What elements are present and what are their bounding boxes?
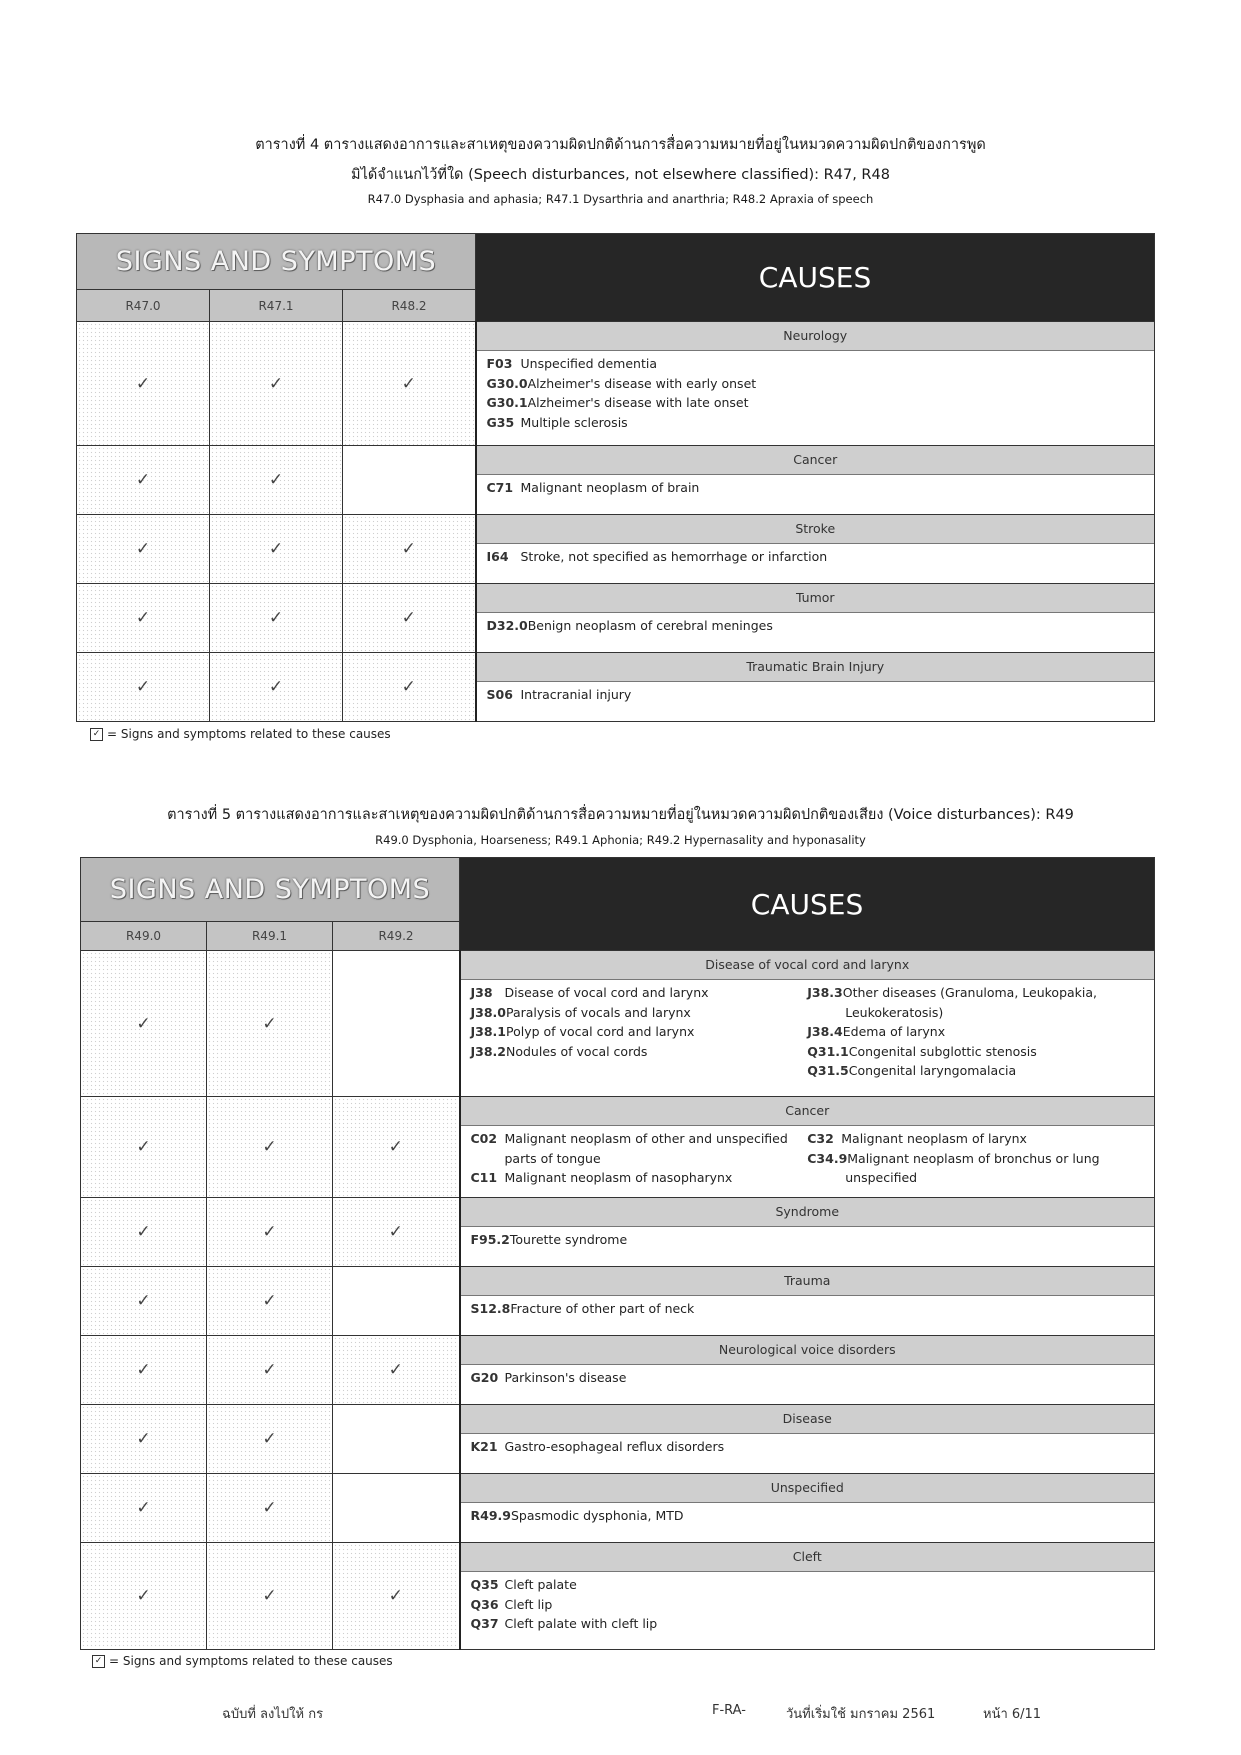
cause-list <box>477 544 1155 571</box>
cause-code: G30.0 <box>486 375 528 391</box>
legend-text: = Signs and symptoms related to these causes <box>109 1654 393 1668</box>
table-row <box>81 1474 1155 1543</box>
check-mark: ✓ <box>81 1543 207 1650</box>
cause-item <box>807 1022 1144 1042</box>
category-label: Disease <box>461 1405 1155 1434</box>
causes-cell <box>460 1405 1155 1474</box>
empty-cell <box>333 951 460 1097</box>
cause-item <box>471 1042 808 1062</box>
check-mark: ✓ <box>77 322 210 446</box>
cause-list <box>461 1365 1155 1392</box>
cause-text: Edema of larynx <box>842 1024 946 1039</box>
cause-text-continued: parts of tongue <box>504 1150 601 1166</box>
cause-code: J38.2 <box>470 1043 506 1059</box>
cause-item <box>471 1614 1145 1634</box>
cause-code: S12.8 <box>470 1301 511 1316</box>
cause-item <box>471 1129 808 1149</box>
cause-text: Alzheimer's disease with early onset <box>527 375 757 391</box>
check-mark: ✓ <box>210 653 343 722</box>
table4-subtitle: R47.0 Dysphasia and aphasia; R47.1 Dysarthria and anarthria; R48.2 Apraxia of speech <box>367 192 874 206</box>
code-header: R47.1 <box>210 290 343 322</box>
cause-text: Other diseases (Granuloma, Leukopakia, <box>842 985 1098 1000</box>
category-label: Unspecified <box>461 1474 1155 1503</box>
cause-text-continued: Leukokeratosis) <box>845 1004 944 1020</box>
cause-list <box>461 1126 1155 1192</box>
causes-cell <box>460 1474 1155 1543</box>
check-mark: ✓ <box>81 1267 207 1336</box>
cause-item <box>487 685 1145 705</box>
check-mark: ✓ <box>210 515 343 584</box>
signs-symptoms-header: SIGNS AND SYMPTOMS <box>77 234 476 290</box>
check-mark: ✓ <box>77 653 210 722</box>
cause-list <box>461 1227 1155 1254</box>
table-row <box>81 951 1155 1097</box>
table-row <box>81 1405 1155 1474</box>
check-mark: ✓ <box>77 446 210 515</box>
cause-text: Stroke, not specified as hemorrhage or infarction <box>520 549 828 564</box>
causes-cell <box>460 1198 1155 1267</box>
table-row <box>81 1543 1155 1650</box>
cause-text: Malignant neoplasm of larynx <box>841 1131 1027 1146</box>
cause-code: Q36 <box>470 1596 499 1612</box>
table-row <box>81 1198 1155 1267</box>
cause-list <box>461 1434 1155 1461</box>
check-mark: ✓ <box>210 322 343 446</box>
check-mark: ✓ <box>207 1198 333 1267</box>
footer-left: ฉบับที่ ลงไปให้ กร <box>222 1707 324 1722</box>
cause-text: Fracture of other part of neck <box>510 1301 695 1316</box>
cause-text: Spasmodic dysphonia, MTD <box>510 1508 684 1523</box>
cause-text: Intracranial injury <box>520 687 632 702</box>
table-row <box>77 515 1155 584</box>
code-header: R49.0 <box>81 922 207 951</box>
check-mark: ✓ <box>207 1405 333 1474</box>
cause-column-right <box>807 1129 1144 1188</box>
cause-item <box>487 616 1145 636</box>
table-row <box>77 584 1155 653</box>
table-row <box>81 1097 1155 1198</box>
cause-item <box>471 1230 1145 1250</box>
category-label: Stroke <box>477 515 1155 544</box>
table5 <box>80 857 1155 1650</box>
cause-item <box>807 1042 1144 1062</box>
cause-item <box>471 1575 1145 1595</box>
causes-header: CAUSES <box>460 858 1155 951</box>
cause-list <box>461 1296 1155 1323</box>
category-label: Tumor <box>477 584 1155 613</box>
footer-page: หน้า 6/11 <box>983 1707 1042 1722</box>
cause-text: Gastro-esophageal reflux disorders <box>504 1439 725 1454</box>
cause-code: I64 <box>486 549 509 564</box>
table5-legend <box>92 1654 393 1668</box>
cause-item <box>487 547 1145 567</box>
check-mark: ✓ <box>333 1543 460 1650</box>
cause-text: Parkinson's disease <box>504 1370 627 1385</box>
cause-code: J38.0 <box>470 1004 506 1020</box>
cause-column-right <box>807 983 1144 1081</box>
code-header: R47.0 <box>77 290 210 322</box>
cause-code: R49.9 <box>470 1508 511 1523</box>
check-mark: ✓ <box>333 1336 460 1405</box>
table4-title-line2: มิได้จำแนกไว้ที่ใด (Speech disturbances, not elsewhere classified): R47, R48 <box>351 167 890 183</box>
table-row <box>77 446 1155 515</box>
cause-list <box>477 475 1155 502</box>
cause-item <box>471 1368 1145 1388</box>
empty-cell <box>333 1405 460 1474</box>
check-mark: ✓ <box>81 1198 207 1267</box>
causes-cell <box>476 446 1155 515</box>
check-mark: ✓ <box>81 1405 207 1474</box>
cause-item <box>807 983 1144 1003</box>
cause-code: G35 <box>486 414 515 430</box>
check-mark: ✓ <box>81 1336 207 1405</box>
cause-code: C71 <box>486 480 514 495</box>
check-mark: ✓ <box>81 1097 207 1198</box>
cause-code: D32.0 <box>486 618 528 633</box>
empty-cell <box>333 1474 460 1543</box>
check-mark: ✓ <box>343 515 476 584</box>
cause-text: Cleft palate with cleft lip <box>504 1616 658 1631</box>
cause-code: J38.3 <box>807 985 843 1000</box>
cause-list <box>477 682 1155 709</box>
cause-column-left <box>471 983 808 1081</box>
check-mark: ✓ <box>81 1474 207 1543</box>
footer-code: F-RA- <box>712 1703 746 1718</box>
checkbox-icon: ✓ <box>90 728 103 741</box>
cause-code: F03 <box>486 356 513 371</box>
table4 <box>76 233 1155 722</box>
cause-text: Malignant neoplasm of nasopharynx <box>504 1170 733 1185</box>
cause-item <box>471 1437 1145 1457</box>
cause-text: Multiple sclerosis <box>520 414 628 430</box>
check-mark: ✓ <box>207 1543 333 1650</box>
cause-code: C32 <box>807 1131 834 1146</box>
causes-cell <box>460 1097 1155 1198</box>
signs-symptoms-header: SIGNS AND SYMPTOMS <box>81 858 460 922</box>
check-mark: ✓ <box>207 1336 333 1405</box>
category-label: Syndrome <box>461 1198 1155 1227</box>
cause-item <box>471 1595 1145 1615</box>
check-mark: ✓ <box>207 1097 333 1198</box>
check-mark: ✓ <box>207 1267 333 1336</box>
cause-code: Q31.1 <box>807 1043 849 1059</box>
check-mark: ✓ <box>210 584 343 653</box>
category-label: Neurological voice disorders <box>461 1336 1155 1365</box>
cause-text-continued: unspecified <box>845 1170 918 1185</box>
cause-code: Q37 <box>470 1616 499 1631</box>
cause-text: Cleft palate <box>504 1577 577 1592</box>
check-mark: ✓ <box>77 515 210 584</box>
cause-item <box>471 1168 808 1188</box>
category-label: Neurology <box>477 322 1155 351</box>
cause-item <box>487 374 1145 394</box>
cause-item <box>471 1299 1145 1319</box>
cause-code: C02 <box>470 1131 498 1146</box>
cause-item <box>807 1149 1144 1169</box>
cause-text: Benign neoplasm of cerebral meninges <box>527 618 773 633</box>
cause-list <box>461 1572 1155 1638</box>
category-label: Trauma <box>461 1267 1155 1296</box>
causes-cell <box>460 1267 1155 1336</box>
code-header: R49.1 <box>207 922 333 951</box>
cause-item <box>471 1003 808 1023</box>
cause-column-left <box>471 1129 808 1188</box>
cause-text: Malignant neoplasm of brain <box>520 480 700 495</box>
check-mark: ✓ <box>207 1474 333 1543</box>
check-mark: ✓ <box>210 446 343 515</box>
category-label: Traumatic Brain Injury <box>477 653 1155 682</box>
cause-text: Paralysis of vocals and larynx <box>506 1004 691 1020</box>
check-mark: ✓ <box>333 1097 460 1198</box>
table5-title: ตารางที่ 5 ตารางแสดงอาการและสาเหตุของความผิดปกติด้านการสื่อความหมายที่อยู่ในหมวดความผิดปกติของเสียง (Voice disturbances): R49 <box>167 807 1074 823</box>
causes-cell <box>476 515 1155 584</box>
cause-text: Malignant neoplasm of other and unspecified <box>504 1131 788 1146</box>
cause-code: S06 <box>486 687 513 702</box>
cause-item <box>471 1022 808 1042</box>
cause-code: G30.1 <box>486 395 528 410</box>
cause-text: Cleft lip <box>504 1596 553 1612</box>
cause-list <box>461 980 1155 1085</box>
check-mark: ✓ <box>343 584 476 653</box>
check-mark: ✓ <box>343 322 476 446</box>
cause-item <box>471 983 808 1003</box>
causes-cell <box>460 951 1155 1097</box>
table4-legend <box>90 727 391 741</box>
cause-code: F95.2 <box>470 1232 510 1247</box>
code-header: R48.2 <box>343 290 476 322</box>
cause-item <box>807 1129 1144 1149</box>
cause-list <box>461 1503 1155 1530</box>
check-mark: ✓ <box>77 584 210 653</box>
cause-text: Alzheimer's disease with late onset <box>527 395 749 410</box>
check-mark: ✓ <box>343 653 476 722</box>
cause-code: J38 <box>470 985 493 1000</box>
table5-subtitle: R49.0 Dysphonia, Hoarseness; R49.1 Aphonia; R49.2 Hypernasality and hyponasality <box>375 833 866 847</box>
check-mark: ✓ <box>207 951 333 1097</box>
cause-text: Unspecified dementia <box>520 356 657 371</box>
cause-text: Polyp of vocal cord and larynx <box>506 1024 695 1039</box>
table4-title-line1: ตารางที่ 4 ตารางแสดงอาการและสาเหตุของความผิดปกติด้านการสื่อความหมายที่อยู่ในหมวดความผิดปกติของการพูด <box>255 137 986 153</box>
cause-item <box>487 413 1145 433</box>
cause-code: Q35 <box>470 1577 499 1592</box>
code-header: R49.2 <box>333 922 460 951</box>
category-label: Cleft <box>461 1543 1155 1572</box>
causes-cell <box>460 1336 1155 1405</box>
cause-code: C34.9 <box>807 1150 848 1166</box>
cause-item <box>807 1061 1144 1081</box>
cause-code: Q31.5 <box>807 1063 849 1078</box>
check-mark: ✓ <box>333 1198 460 1267</box>
cause-item <box>471 1506 1145 1526</box>
cause-text: Disease of vocal cord and larynx <box>504 985 709 1000</box>
checkbox-icon: ✓ <box>92 1655 105 1668</box>
table-row <box>81 1336 1155 1405</box>
legend-text: = Signs and symptoms related to these causes <box>107 727 391 741</box>
category-label: Disease of vocal cord and larynx <box>461 951 1155 980</box>
causes-header: CAUSES <box>476 234 1155 322</box>
cause-item <box>487 478 1145 498</box>
cause-text: Nodules of vocal cords <box>506 1043 648 1059</box>
cause-code: J38.1 <box>470 1024 506 1039</box>
cause-text: Congenital subglottic stenosis <box>848 1043 1037 1059</box>
category-label: Cancer <box>477 446 1155 475</box>
cause-list <box>477 613 1155 640</box>
check-mark: ✓ <box>81 951 207 1097</box>
causes-cell <box>476 584 1155 653</box>
cause-text: Congenital laryngomalacia <box>848 1063 1017 1078</box>
table-row <box>77 322 1155 446</box>
cause-code: C11 <box>470 1170 498 1185</box>
category-label: Cancer <box>461 1097 1155 1126</box>
cause-code: K21 <box>470 1439 498 1454</box>
causes-cell <box>476 653 1155 722</box>
table-row <box>77 653 1155 722</box>
footer-date: วันที่เริ่มใช้ มกราคม 2561 <box>786 1707 936 1722</box>
cause-code: J38.4 <box>807 1024 843 1039</box>
cause-text: Malignant neoplasm of bronchus or lung <box>847 1150 1100 1166</box>
cause-code: G20 <box>470 1370 499 1385</box>
causes-cell <box>460 1543 1155 1650</box>
cause-list <box>477 351 1155 436</box>
cause-item <box>487 393 1145 413</box>
cause-text: Tourette syndrome <box>509 1232 628 1247</box>
table-row <box>81 1267 1155 1336</box>
cause-item <box>487 354 1145 374</box>
empty-cell <box>333 1267 460 1336</box>
causes-cell <box>476 322 1155 446</box>
empty-cell <box>343 446 476 515</box>
